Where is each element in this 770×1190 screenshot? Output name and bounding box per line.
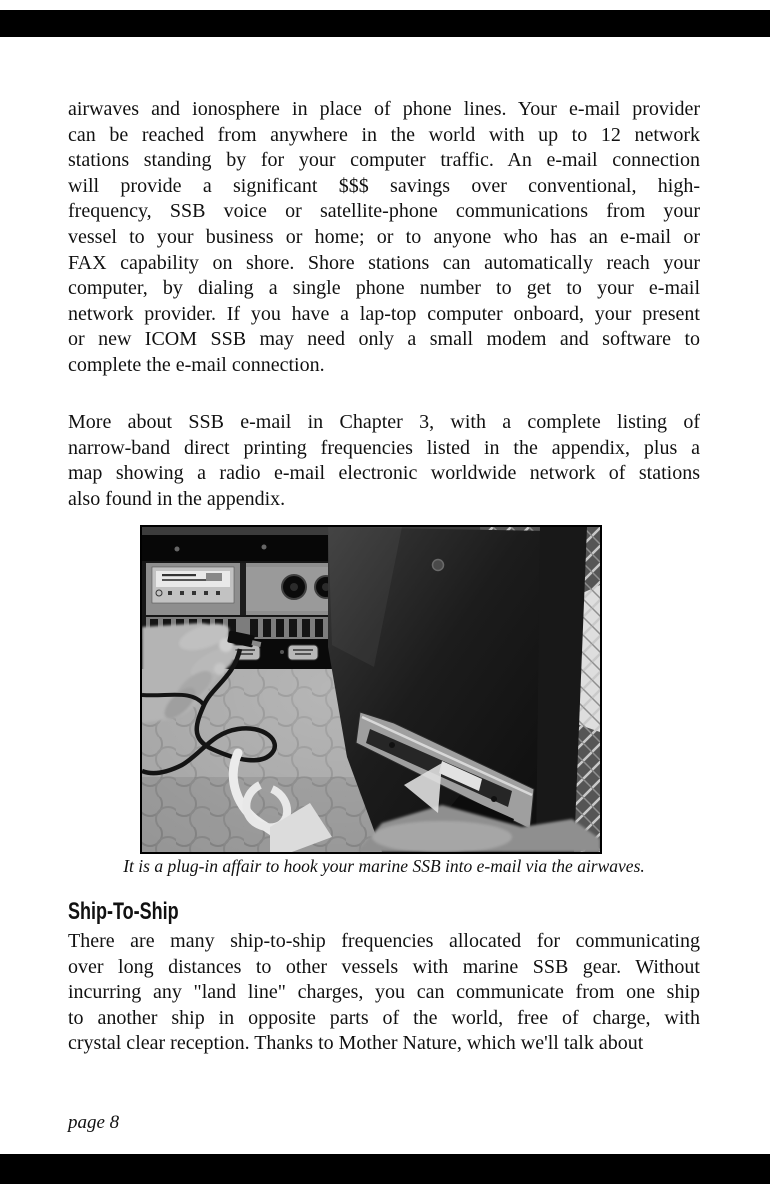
text-line: stations standing by for your computer traffic. An e-mail connection bbox=[68, 149, 700, 172]
text-line: frequency, SSB voice or satellite-phone communications from your bbox=[68, 200, 700, 223]
text-line: crystal clear reception. Thanks to Mother Nature, which we'll talk about bbox=[68, 1032, 644, 1055]
text-line: More about SSB e-mail in Chapter 3, with a complete listing of bbox=[68, 411, 700, 433]
text-line: computer, by dialing a single phone number to get to your e-mail bbox=[68, 277, 700, 300]
body-paragraph-chapter3 bbox=[68, 410, 700, 512]
photo-caption: It is a plug-in affair to hook your marine SSB into e-mail via the airwaves. bbox=[123, 856, 645, 876]
text-line: also found in the appendix. bbox=[68, 487, 286, 510]
text-line: vessel to your business or home; or to anyone who has an e-mail or bbox=[68, 225, 700, 248]
text-line: network provider. If you have a lap-top computer onboard, your present bbox=[68, 302, 700, 325]
text-line: complete the e-mail connection. bbox=[68, 353, 325, 376]
body-paragraph-ship-to-ship bbox=[68, 929, 700, 1057]
radio-label-plate bbox=[152, 567, 234, 603]
text-line: or new ICOM SSB may need only a small modem and software to bbox=[68, 328, 700, 351]
section-heading-ship-to-ship: Ship-To-Ship bbox=[68, 898, 179, 925]
text-line: FAX capability on shore. Shore stations can automatically reach your bbox=[68, 251, 700, 274]
scan-edge-bottom-bar bbox=[0, 1154, 770, 1184]
text-line: narrow-band direct printing frequencies listed in the appendix, plus a bbox=[68, 436, 700, 459]
text-line: will provide a significant $$$ savings over conventional, high- bbox=[68, 174, 700, 197]
page-number: page 8 bbox=[68, 1112, 120, 1133]
text-line: to another ship in opposite parts of the world, free of charge, with bbox=[68, 1006, 700, 1029]
text-line: There are many ship-to-ship frequencies allocated for communicating bbox=[68, 930, 700, 952]
body-paragraph-email bbox=[68, 97, 700, 379]
text-line: can be reached from anywhere in the world with up to 12 network bbox=[68, 123, 700, 146]
photo-ssb-email-hookup bbox=[140, 525, 602, 854]
text-line: map showing a radio e-mail electronic worldwide network of stations bbox=[68, 462, 700, 485]
scan-edge-top-bar bbox=[0, 10, 770, 37]
text-line: over long distances to other vessels with marine SSB gear. Without bbox=[68, 955, 700, 978]
text-line: incurring any "land line" charges, you can communicate from one ship bbox=[68, 981, 700, 1004]
serial-port bbox=[288, 645, 318, 660]
text-line: airwaves and ionosphere in place of phone lines. Your e-mail provider bbox=[68, 98, 700, 120]
